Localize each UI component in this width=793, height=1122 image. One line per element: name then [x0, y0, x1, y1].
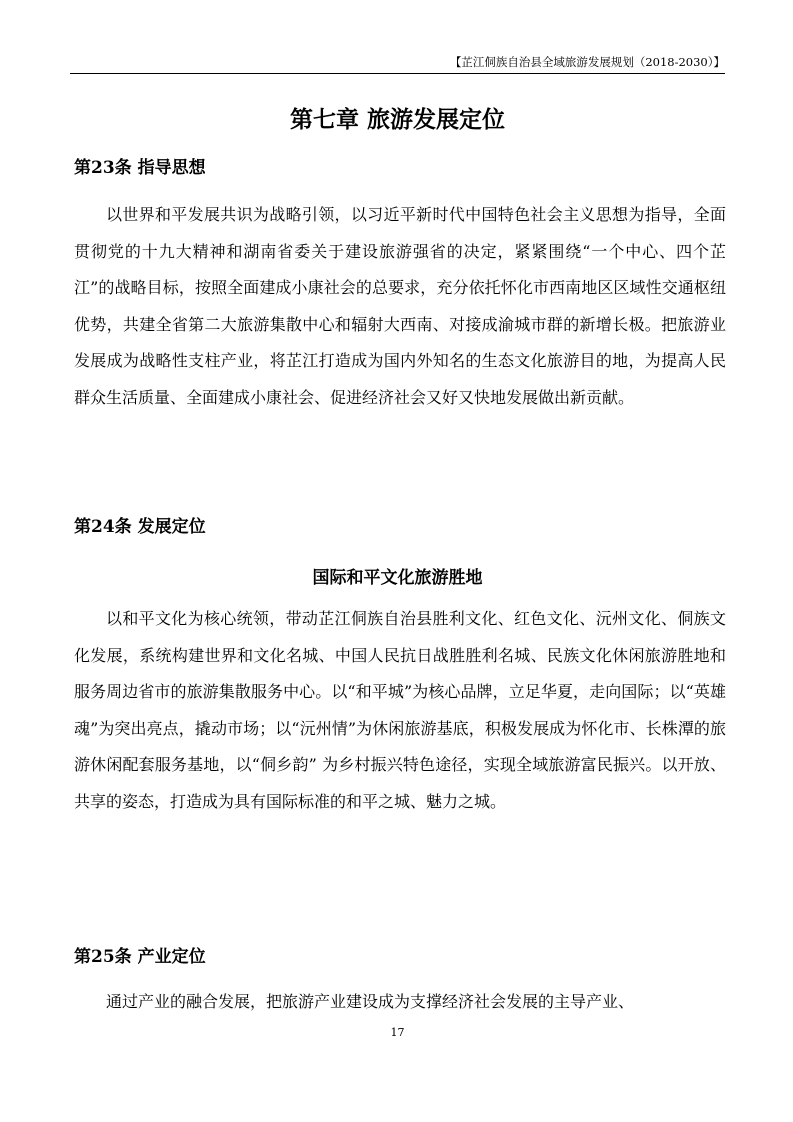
section-heading-24: 第24条 发展定位	[74, 517, 206, 537]
paragraph-development-positioning: 以和平文化为核心统领，带动芷江侗族自治县胜利文化、红色文化、沅州文化、侗族文化发展，系统构建世界和文化名城、中国人民抗日战胜胜利名城、民族文化休闲旅游胜地和服务周边省市的旅游集散服务中心。以“和平城”为核心品牌，立足华夏，走向国际；以“英雄魂”为突出亮点，撬动市场；以“沅州情”为休闲旅游基底，积极发展成为怀化市、长株潭的旅游休闲配套服务基地，以“侗乡韵” 为乡村振兴特色途径，实现全域旅游富民振兴。以开放、共享的姿态，打造成为具有国际标准的和平之城、魅力之城。	[74, 609, 726, 811]
paragraph-industry-positioning: 通过产业的融合发展，把旅游产业建设成为支撑经济社会发展的主导产业、	[106, 992, 635, 1011]
header-rule	[70, 73, 725, 74]
chapter-title: 第七章 旅游发展定位	[289, 106, 505, 133]
subheading-positioning: 国际和平文化旅游胜地	[312, 568, 483, 588]
running-header: 【芷江侗族自治县全域旅游发展规划（2018-2030）】	[449, 55, 725, 69]
paragraph-guiding-thought: 以世界和平发展共识为战略引领，以习近平新时代中国特色社会主义思想为指导，全面贯彻党的十九大精神和湖南省委关于建设旅游强省的决定，紧紧围绕“一个中心、四个芷江”的战略目标，按照全面建成小康社会的总要求，充分依托怀化市西南地区区域性交通枢纽优势，共建全省第二大旅游集散中心和辐射大西南、对接成渝城市群的新增长极。把旅游业发展成为战略性支柱产业，将芷江打造成为国内外知名的生态文化旅游目的地，为提高人民群众生活质量、全面建成小康社会、促进经济社会又好又快地发展做出新贡献。	[74, 205, 726, 407]
section-heading-23: 第23条 指导思想	[74, 158, 206, 178]
section-heading-25: 第25条 产业定位	[74, 947, 206, 967]
page-number: 17	[390, 1026, 405, 1039]
